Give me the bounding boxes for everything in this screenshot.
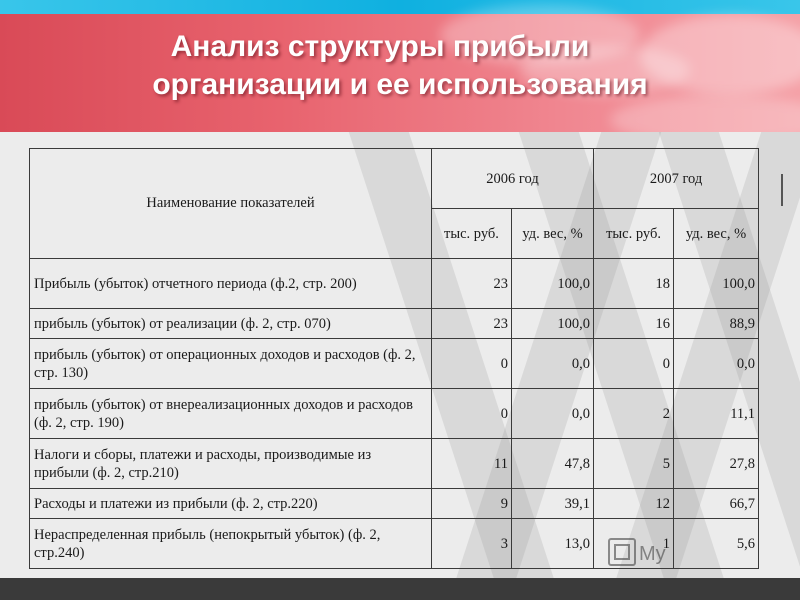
cell-share-2006: 0,0: [512, 339, 594, 389]
slide-title: [0, 28, 800, 104]
cell-share-2007: 5,6: [674, 519, 759, 569]
cell-share-2007: 100,0: [674, 259, 759, 309]
row-label: прибыль (убыток) от операционных доходов и расходов (ф. 2, стр. 130): [30, 339, 432, 389]
cell-amount-2006: 3: [432, 519, 512, 569]
header-indicator-name: Наименование показателей: [30, 149, 432, 259]
cell-amount-2006: 23: [432, 259, 512, 309]
subheader-share-2007: уд. вес, %: [674, 209, 759, 259]
profit-structure-table: [29, 148, 759, 569]
slide-title-line2: организации и ее использования: [152, 68, 648, 101]
table-row: [30, 439, 759, 489]
row-label: прибыль (убыток) от реализации (ф. 2, стр. 070): [30, 309, 432, 339]
cell-amount-2007: 1: [594, 519, 674, 569]
cell-share-2007: 88,9: [674, 309, 759, 339]
subheader-amount-2007: тыс. руб.: [594, 209, 674, 259]
header-year-2006: 2006 год: [432, 149, 594, 209]
cell-share-2006: 100,0: [512, 259, 594, 309]
slide-title-line1: Анализ структуры прибыли: [170, 30, 590, 63]
cell-amount-2007: 5: [594, 439, 674, 489]
cell-share-2007: 66,7: [674, 489, 759, 519]
cell-share-2006: 13,0: [512, 519, 594, 569]
cell-amount-2006: 0: [432, 339, 512, 389]
cell-amount-2007: 12: [594, 489, 674, 519]
table-header-row: [30, 149, 759, 209]
watermark-logo: [608, 538, 666, 566]
cell-amount-2007: 0: [594, 339, 674, 389]
cell-share-2007: 11,1: [674, 389, 759, 439]
cell-amount-2006: 11: [432, 439, 512, 489]
row-label: прибыль (убыток) от внереализационных доходов и расходов (ф. 2, стр. 190): [30, 389, 432, 439]
table-row: [30, 389, 759, 439]
row-label: Нераспределенная прибыль (непокрытый убыток) (ф. 2, стр.240): [30, 519, 432, 569]
cell-share-2006: 100,0: [512, 309, 594, 339]
row-label: Расходы и платежи из прибыли (ф. 2, стр.220): [30, 489, 432, 519]
subheader-amount-2006: тыс. руб.: [432, 209, 512, 259]
cell-share-2006: 0,0: [512, 389, 594, 439]
cell-amount-2006: 23: [432, 309, 512, 339]
header-year-2007: 2007 год: [594, 149, 759, 209]
cell-share-2006: 47,8: [512, 439, 594, 489]
row-label: Прибыль (убыток) отчетного периода (ф.2, стр. 200): [30, 259, 432, 309]
cell-amount-2007: 16: [594, 309, 674, 339]
subheader-share-2006: уд. вес, %: [512, 209, 594, 259]
presentation-logo-icon: [608, 538, 636, 566]
cell-share-2007: 0,0: [674, 339, 759, 389]
watermark-logo-text: My: [639, 543, 666, 565]
table-row: [30, 259, 759, 309]
cell-amount-2006: 9: [432, 489, 512, 519]
slide-header: [0, 0, 800, 132]
table-row: [30, 309, 759, 339]
cell-amount-2007: 18: [594, 259, 674, 309]
table-row: [30, 339, 759, 389]
side-marker: [781, 174, 783, 206]
cell-amount-2006: 0: [432, 389, 512, 439]
row-label: Налоги и сборы, платежи и расходы, производимые из прибыли (ф. 2, стр.210): [30, 439, 432, 489]
slide-footer-bar: [0, 578, 800, 600]
cell-share-2006: 39,1: [512, 489, 594, 519]
table-row: [30, 489, 759, 519]
cell-amount-2007: 2: [594, 389, 674, 439]
cell-share-2007: 27,8: [674, 439, 759, 489]
